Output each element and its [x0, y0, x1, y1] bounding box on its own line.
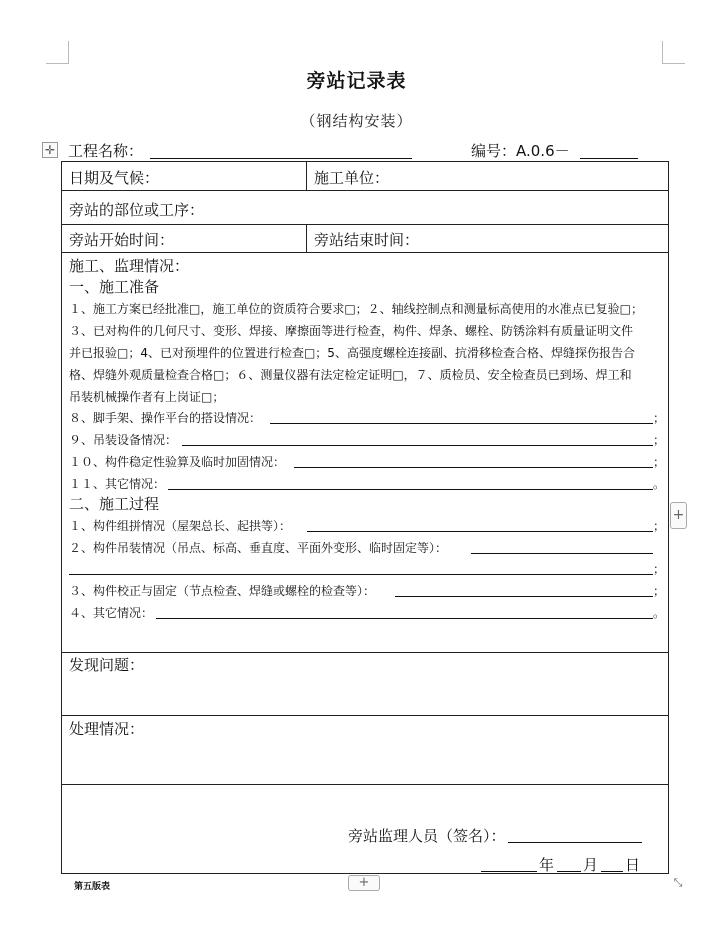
row-divider — [62, 652, 668, 653]
row-divider — [62, 715, 668, 716]
process4-end: 。 — [653, 606, 666, 620]
process3-label: ３、构件校正与固定（节点检查、焊缝或螺栓的检查等）： — [69, 584, 376, 598]
process4-fill[interactable] — [156, 618, 653, 619]
process3-fill[interactable] — [395, 596, 653, 597]
item11-fill[interactable] — [168, 489, 653, 490]
crop-mark-top-right — [662, 41, 685, 64]
document-title: 旁站记录表 — [306, 70, 407, 92]
process1-label: １、构件组拼情况（屋架总长、起拱等）： — [69, 519, 292, 533]
row-divider — [62, 252, 668, 253]
column-divider — [306, 162, 307, 190]
prep-line-3: 并已报验□；4、已对预埋件的位置进行检查□；5、高强度螺栓连接副、抗滑移检查合格、焊缝探伤报告合 — [69, 346, 635, 360]
section1-title: 一、施工准备 — [69, 278, 160, 296]
start-time-label: 旁站开始时间： — [69, 231, 175, 249]
document-subtitle: （钢结构安装） — [300, 112, 413, 130]
crop-mark-top-left — [46, 41, 69, 64]
date-day-field[interactable] — [601, 871, 623, 872]
item8-end: ； — [653, 411, 666, 425]
process1-end: ； — [653, 519, 666, 533]
record-table — [61, 161, 669, 874]
process3-end: ； — [653, 584, 666, 598]
date-month-field[interactable] — [557, 871, 581, 872]
item10-end: ； — [653, 455, 666, 469]
project-name-label: 工程名称： — [68, 142, 144, 160]
add-row-plus-icon[interactable]: + — [348, 875, 380, 891]
date-year-field[interactable] — [481, 871, 537, 872]
date-day-label: 日 — [625, 856, 641, 874]
end-time-label: 旁站结束时间： — [314, 231, 420, 249]
problems-label: 发现问题： — [69, 656, 145, 674]
position-process-label: 旁站的部位或工序： — [69, 201, 205, 219]
table-move-handle-icon[interactable]: ✛ — [42, 142, 58, 158]
supervisor-sign-field[interactable] — [508, 842, 642, 843]
process2-fill-cont[interactable] — [69, 574, 653, 575]
edition-label: 第五版表 — [74, 882, 111, 892]
number-label: 编号：A.0.6－ — [471, 142, 570, 160]
date-year-label: 年 — [539, 856, 555, 874]
prep-line-5: 吊装机械操作者有上岗证□； — [69, 390, 225, 404]
column-divider — [306, 224, 307, 252]
project-name-field[interactable] — [150, 141, 412, 159]
process4-label: ４、其它情况： — [69, 606, 154, 620]
date-weather-label: 日期及气候： — [69, 169, 160, 187]
situation-title: 施工、监理情况： — [69, 257, 190, 275]
item11-label: １１、其它情况： — [69, 477, 166, 491]
item9-fill[interactable] — [182, 445, 653, 446]
row-divider — [62, 784, 668, 785]
item11-end: 。 — [653, 477, 666, 491]
process2-end: ； — [653, 562, 666, 576]
item9-end: ； — [653, 433, 666, 447]
add-column-plus-icon[interactable]: + — [670, 502, 687, 529]
item9-label: ９、吊装设备情况： — [69, 433, 178, 447]
row-divider — [62, 224, 668, 225]
table-resize-icon[interactable]: ⤡ — [673, 876, 683, 889]
header-line — [68, 138, 668, 162]
process2-fill[interactable] — [471, 553, 653, 554]
section2-title: 二、施工过程 — [69, 495, 160, 513]
item8-label: ８、脚手架、操作平台的搭设情况： — [69, 411, 262, 425]
item8-fill[interactable] — [270, 423, 653, 424]
item10-fill[interactable] — [294, 467, 653, 468]
prep-line-1: １、施工方案已经批准□，施工单位的资质符合要求□；２、轴线控制点和测量标高使用的水准点已复验□； — [69, 302, 644, 316]
item10-label: １０、构件稳定性验算及临时加固情况： — [69, 455, 286, 469]
construction-unit-label: 施工单位： — [314, 169, 390, 187]
date-month-label: 月 — [583, 856, 599, 874]
supervisor-sign-label: 旁站监理人员（签名）： — [348, 827, 506, 845]
process1-fill[interactable] — [307, 531, 653, 532]
row-divider — [62, 190, 668, 191]
process2-label: ２、构件吊装情况（吊点、标高、垂直度、平面外变形、临时固定等）： — [69, 541, 448, 555]
prep-line-2: ３、已对构件的几何尺寸、变形、焊接、摩擦面等进行检查，构件、焊条、螺栓、防锈涂料有质量证明文件 — [69, 324, 634, 338]
prep-line-4: 格、焊缝外观质量检查合格□；６、测量仪器有法定检定证明□，７、质检员、安全检查员已到场、焊工和 — [69, 368, 632, 382]
number-field[interactable] — [580, 141, 638, 159]
handling-label: 处理情况： — [69, 720, 145, 738]
